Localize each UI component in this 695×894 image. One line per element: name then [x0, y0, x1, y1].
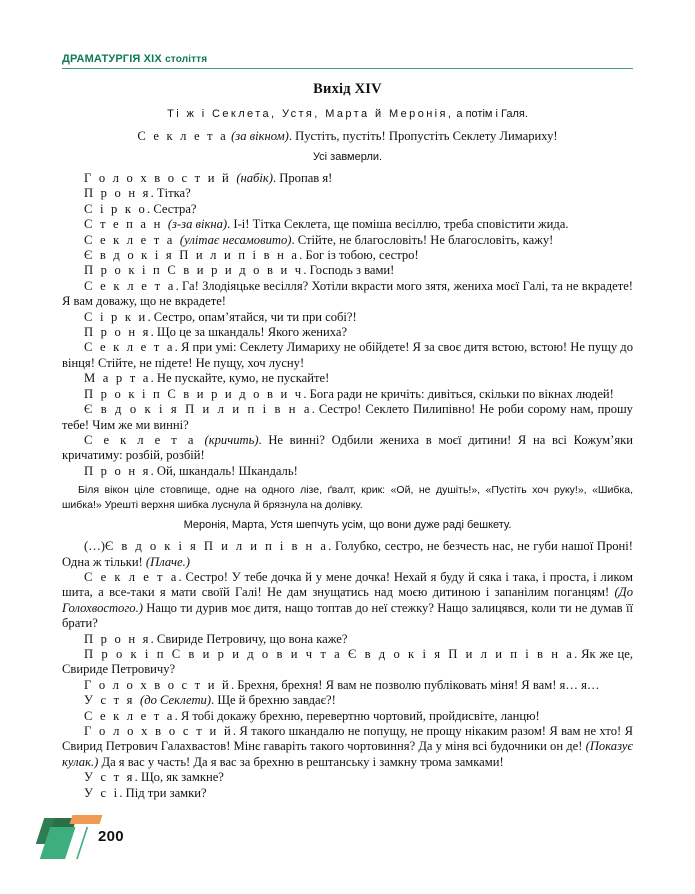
speaker-name: С і р к о	[84, 201, 148, 216]
stage-all-froze: Усі завмерли.	[312, 151, 383, 163]
stage-direction: (до Секлети)	[140, 693, 212, 708]
dialogue-line	[62, 340, 633, 371]
speech-text: . Що це за шкандаль! Якого жениха?	[150, 325, 348, 340]
cast-line	[62, 107, 633, 122]
running-head-suffix: століття	[165, 54, 208, 65]
page-number: 200	[98, 828, 124, 845]
running-head	[62, 53, 633, 69]
dialogue-block-1	[62, 171, 633, 479]
speech-text: . Пропав я!	[272, 171, 333, 185]
running-head-text	[62, 53, 633, 66]
speaker-name: С е к л е т а	[84, 432, 205, 447]
dialogue-line	[62, 233, 633, 248]
speaker-name: С е к л е т а	[84, 708, 175, 723]
speech-text: . Господь з вами!	[303, 263, 395, 278]
running-head-main: ДРАМАТУРГІЯ XIX	[62, 53, 162, 65]
speaker-name: Є в д о к і я П и л и п і в н а	[84, 248, 300, 263]
speech-text: . Як же це, Свириде Петровичу?	[62, 646, 633, 677]
whisper-rest: шепчуть усім, що вони дуже раді бешкету.	[293, 519, 512, 532]
dialogue-line	[62, 202, 633, 217]
speech-text: . Що, як замкне?	[134, 770, 224, 785]
dialogue-line	[62, 371, 633, 386]
stage-direction: (за вікном)	[231, 129, 289, 143]
speaker-name: У с т я	[84, 693, 140, 708]
speech-text-cont: Да я вас у часть! Да я вас за брехню в рештанську і замкну трома замками!	[98, 754, 504, 769]
dialogue-line	[62, 770, 633, 785]
dialogue-line	[62, 464, 633, 479]
dialogue-line	[62, 647, 633, 678]
dialogue-line	[62, 693, 633, 708]
publisher-logo-icon	[40, 814, 102, 864]
speaker-name: С е к л е т а	[84, 569, 179, 584]
speaker-name: П р о к і п С в и р и д о в и ч т а Є в д о к і я П и л и п і в н а	[84, 646, 575, 661]
speech-text: . Я такого шкандалю не попущу, не прощу нікаким разом! Я вам не хто! Я Свирид Петрович Галахвастов! Мінє гаваріть такого чортовиння? Да у міня всі будочники он де!	[62, 724, 633, 754]
speech-text: . Сестро! Секлето Пилипівно! Не роби сорому нам, прошу тебе! Чим же ми винні?	[62, 402, 633, 432]
speech-text: . Я тобі докажу брехню, перевертню чортовий, пройдисвіте, ланцю!	[174, 708, 540, 723]
dialogue-line	[62, 387, 633, 402]
stage-direction: (Показує кулак.)	[62, 739, 633, 769]
dialogue-line	[62, 433, 633, 464]
whisper-names: Меронія, Марта, Устя	[183, 519, 294, 532]
dialogue-line	[62, 217, 633, 232]
speaker-name: С е к л е т а	[84, 278, 176, 293]
speaker-name: Є в д о к і я П и л и п і в н а	[84, 402, 312, 417]
speaker-name: П р о к і п С в и р и д о в и ч	[84, 386, 304, 401]
speech-text-cont: Нащо ти дурив моє дитя, нащо топтав до неї стежку? Нащо залицявся, коли ти не думав її брати?	[62, 600, 633, 631]
speech-text: . Пустіть, пустіть! Пропустіть Секлету Лимариху!	[288, 129, 558, 143]
speech-text: . Голубко, сестро, не безчесть нас, не губи нашої Проні! Одна ж тільки!	[62, 539, 633, 569]
speaker-name: Г о л о х в о с т и й	[84, 171, 237, 185]
sekleta-offstage-line	[62, 129, 633, 144]
dialogue-line	[62, 325, 633, 340]
speech-text: . Під три замки?	[119, 785, 207, 800]
text-column	[62, 80, 633, 801]
dialogue-line	[62, 248, 633, 263]
dialogue-line	[62, 570, 633, 632]
dialogue-line	[62, 310, 633, 325]
stage-direction: (кричить)	[204, 432, 259, 447]
dialogue-line	[62, 786, 633, 801]
ellipsis-marker: (…)	[84, 539, 105, 554]
speaker-name: С е к л е т а	[84, 232, 180, 247]
dialogue-line	[62, 279, 633, 310]
dialogue-block-2	[62, 539, 633, 801]
dialogue-line	[62, 632, 633, 647]
speech-text: . Брехня, брехня! Я вам не позволю публіковать міня! Я вам! я… я…	[230, 677, 600, 692]
stage-direction: (До Голохвостого.)	[62, 585, 633, 615]
speech-text: . Не пускайте, кумо, не пускайте!	[150, 371, 330, 386]
speech-text: . Сестра?	[147, 201, 197, 216]
dialogue-line	[62, 186, 633, 201]
speaker-name: П р о к і п С в и р и д о в и ч	[84, 263, 304, 278]
speaker-name: С і р к и	[84, 309, 148, 324]
speech-text: . Бог із тобою, сестро!	[299, 248, 419, 263]
speaker-name: Г о л о х в о с т и й	[84, 724, 233, 738]
speech-text: . Ой, шкандаль! Шкандаль!	[150, 463, 298, 478]
logo-shape-orange-bar	[70, 815, 103, 824]
stage-direction: (улітає несамовито)	[179, 232, 292, 247]
dialogue-line	[62, 171, 633, 186]
cast-names: Ті ж і Секлета, Устя, Марта й Меронія,	[167, 108, 454, 120]
running-head-rule	[62, 68, 633, 69]
speaker-name: П р о н я	[84, 463, 151, 478]
dialogue-line	[62, 539, 633, 570]
speech-text: . І-і! Тітка Секлета, ще поміша весіллю, треба сповістити жида.	[227, 217, 569, 232]
speaker-name: М а р т а	[84, 371, 151, 386]
stage-direction: (з-за вікна)	[167, 217, 228, 232]
speaker-name: С е к л е т а	[137, 129, 228, 143]
speaker-name: Є в д о к і я П и л и п і в н а	[104, 539, 329, 554]
speech-text: . Бога ради не кричіть: дивіться, скільки по вікнах людей!	[303, 386, 614, 401]
speaker-name: П р о н я	[84, 186, 151, 201]
speech-text: . Сестро! У тебе дочка й у мене дочка! Нехай я буду й сяка і така, і проста, і ликом шита, а все-таки я мати своїй Галі! Не дам знущатись над моєю дитиною і запанілим поганцям!	[62, 569, 633, 600]
speech-text: . Стійте, не благословіть! Не благословіть, кажу!	[291, 232, 554, 247]
dialogue-line	[62, 678, 633, 693]
speaker-name: С т е п а н	[84, 217, 168, 232]
speech-text: . Не винні? Одбили жениха в моєї дитини! Я на всі Кожум’яки кричатиму: розбій, розбій!	[62, 432, 633, 463]
speech-text: . Я при умі: Секлету Лимариху не обійдете! Я за своє дитя встою, встою! Не пущу до вінця! Стійте, не підете! Не пущу, хоч лусну!	[62, 340, 633, 370]
speaker-name: У с і	[84, 785, 120, 800]
dialogue-line	[62, 724, 633, 770]
speech-text: . Свириде Петровичу, що вона каже?	[150, 631, 348, 646]
cast-rest: а потім і Галя.	[453, 108, 528, 120]
page-footer	[40, 814, 220, 868]
dialogue-line	[62, 263, 633, 278]
dialogue-line	[62, 709, 633, 724]
scene-title: Вихід XIV	[313, 81, 382, 97]
speech-text: . Тітка?	[150, 186, 191, 201]
speaker-name: С е к л е т а	[84, 340, 175, 355]
speaker-name: У с т я	[84, 770, 135, 785]
dialogue-line	[62, 402, 633, 433]
stage-direction: (Плаче.)	[145, 554, 190, 569]
speech-text: . Ще й брехню завдає?!	[211, 693, 336, 708]
speech-text: . Сестро, опам’ятайся, чи ти при собі?!	[147, 309, 357, 324]
speaker-name: П р о н я	[84, 325, 151, 340]
speech-text: . Га! Злодіяцьке весілля? Хотіли вкрасти мого зятя, жениха моєї Галі, та не вкрадете! Я вам доважу, що не вкрадете!	[62, 278, 633, 309]
stage-direction-whisper	[62, 518, 633, 533]
speaker-name: Г о л о х в о с т и й	[84, 677, 231, 692]
stage-direction-window: Біля вікон ціле стовпище, одне на одного лізе, ґвалт, крик: «Ой, не душіть!», «Пустіть хоч руку!», «Шибка, шибка!» Урешті верхня шибка луснула й брязнула на долівку.	[62, 484, 633, 511]
stage-direction: (набік)	[236, 171, 273, 185]
speaker-name: П р о н я	[84, 631, 151, 646]
